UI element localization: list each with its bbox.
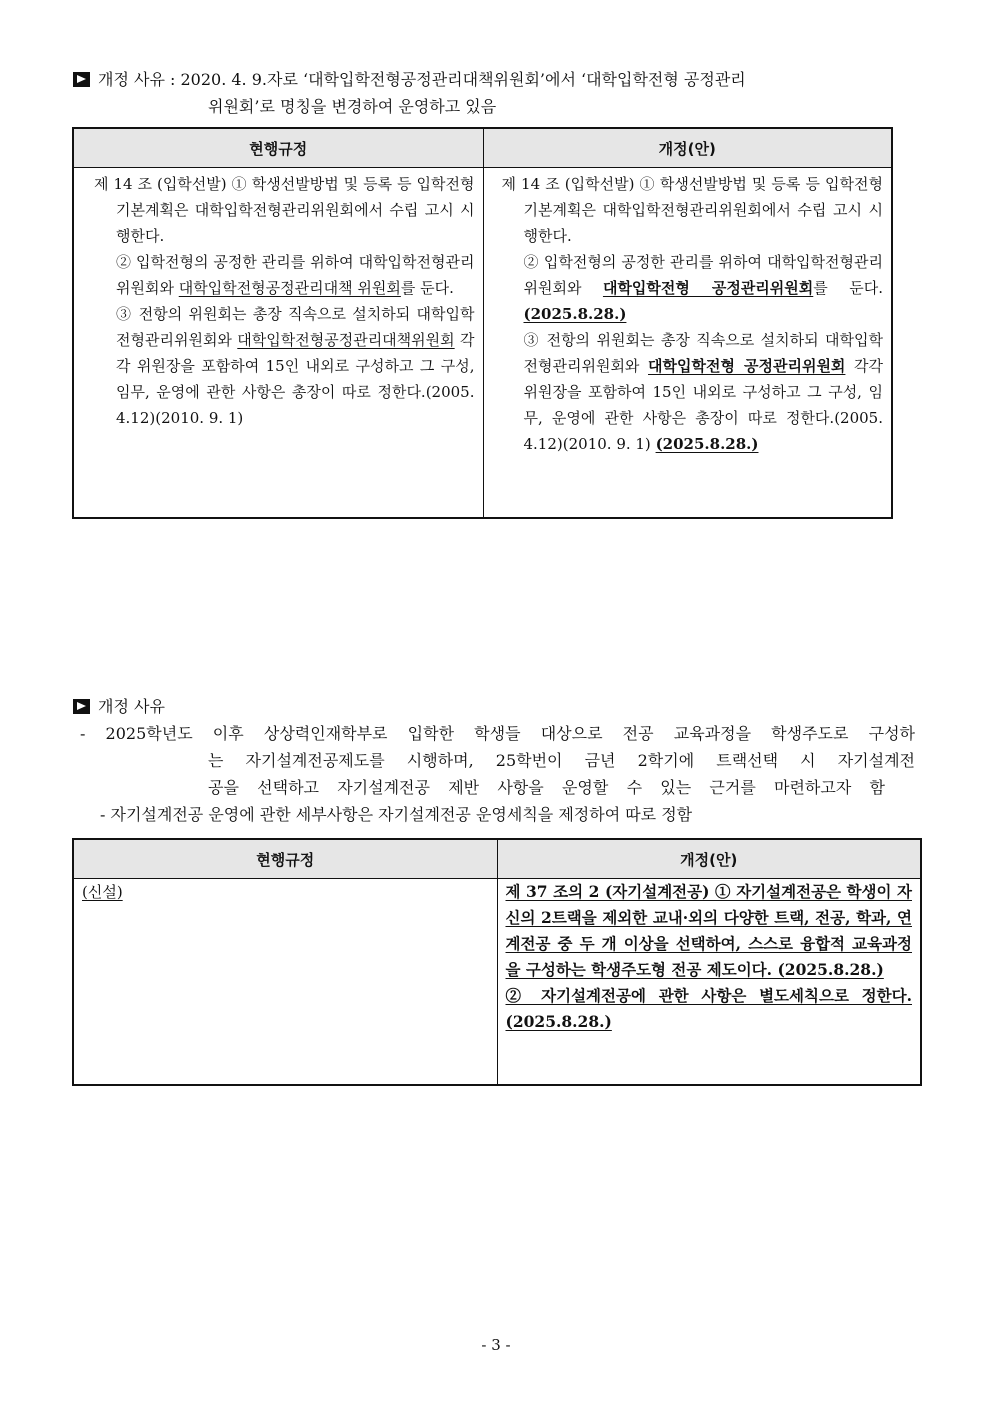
comparison-table-1: [72, 127, 893, 519]
revised-clause-2: ② 입학전형의 공정한 관리를 위하여 대학입학전형관리위원회와 대학입학전형 공정관리위원회를 둔다.(2025.8.28.): [523, 253, 883, 323]
section2-bullet-1-line3: 공을 선택하고 자기설계전공 제반 사항을 운영할 수 있는 근거를 마련하고자 함: [208, 778, 885, 797]
revised-regulation-cell: [497, 879, 921, 1085]
current-clause-3: ③ 전항의 위원회는 총장 직속으로 설치하되 대학입학전형관리위원회와 대학입학전형공정관리대책위원회 각각 위원장을 포함하여 15인 내외로 구성하고 그 구성, 임무, 운영에 관한 사항은 총장이 따로 정한다.(2005. 4.12)(2010. 9. 1): [116, 305, 475, 427]
page-number: - 3 -: [481, 1336, 511, 1354]
revised-clause-1: 제 14 조 (입학선발) ① 학생선발방법 및 등록 등 입학전형 기본계획은 대학입학전형관리위원회에서 수립 고시 시행한다.: [501, 175, 883, 245]
old-committee-name-2: 대학입학전형공정관리대책위원회: [237, 331, 455, 349]
header-current: 현행규정: [73, 839, 497, 879]
section2-bullet-2: - 자기설계전공 운영에 관한 세부사항은 자기설계전공 운영세칙을 제정하여 따로 정함: [100, 805, 693, 824]
revised-clause-3: ③ 전항의 위원회는 총장 직속으로 설치하되 대학입학전형관리위원회와 대학입학전형 공정관리위원회 각각 위원장을 포함하여 15인 내외로 구성하고 그 구성, 임무, 운영에 관한 사항은 총장이 따로 정한다.(2005. 4.12)(2010. 9. 1) (2025.8.28.): [523, 331, 884, 453]
section1-reason-line2: 위원회’로 명칭을 변경하여 운영하고 있음: [208, 97, 497, 116]
old-committee-name: 대학입학전형공정관리대책 위원회: [178, 279, 401, 297]
section1-reason: [73, 67, 915, 93]
header-current: 현행규정: [73, 128, 483, 168]
section2-bullet-1: - 2025학년도 이후 상상력인재학부로 입학한 학생들 대상으로 전공 교육과정을 학생주도로 구성하: [80, 724, 915, 743]
revision-date: (2025.8.28.): [523, 305, 627, 323]
current-regulation-cell: [73, 879, 497, 1085]
header-revised: 개정(안): [483, 128, 892, 168]
section2-reason: [73, 694, 165, 720]
section2-bullet-1-line2: 는 자기설계전공제도를 시행하며, 25학번이 금년 2학기에 트랙선택 시 자기설계전: [208, 751, 915, 770]
comparison-table-2: [72, 838, 922, 1086]
header-revised: 개정(안): [497, 839, 921, 879]
current-clause-2: ② 입학전형의 공정한 관리를 위하여 대학입학전형관리위원회와 대학입학전형공정관리대책 위원회를 둔다.: [116, 253, 475, 297]
revised-regulation-cell: [483, 168, 892, 518]
revision-date-2: (2025.8.28.): [655, 435, 759, 453]
arrow-right-icon: [73, 699, 90, 714]
new-committee-name-2: 대학입학전형 공정관리위원회: [648, 357, 846, 375]
new-committee-name: 대학입학전형 공정관리위원회: [602, 279, 814, 297]
current-regulation-cell: [73, 168, 483, 518]
current-clause-1: 제 14 조 (입학선발) ① 학생선발방법 및 등록 등 입학전형 기본계획은 대학입학전형관리위원회에서 수립 고시 시행한다.: [94, 175, 475, 245]
new-provision-marker: (신설): [82, 883, 123, 901]
section1-reason-label: 개정 사유: [98, 70, 165, 89]
arrow-right-icon: [73, 72, 90, 87]
self-designed-major-clause-2: ② 자기설계전공에 관한 사항은 별도세칙으로 정한다. (2025.8.28.): [505, 986, 912, 1031]
section2-reason-label: 개정 사유: [98, 697, 165, 716]
self-designed-major-clause-1: 제 37 조의 2 (자기설계전공) ① 자기설계전공은 학생이 자신의 2트랙을 제외한 교내·외의 다양한 트랙, 전공, 학과, 연계전공 중 두 개 이상을 선택하여, 스스로 융합적 교육과정을 구성하는 학생주도형 전공 제도이다. (2025.8.28.): [505, 882, 912, 979]
section1-reason-text: : 2020. 4. 9.자로 ‘대학입학전형공정관리대책위원회’에서 ‘대학입학전형 공정관리: [164, 70, 746, 89]
